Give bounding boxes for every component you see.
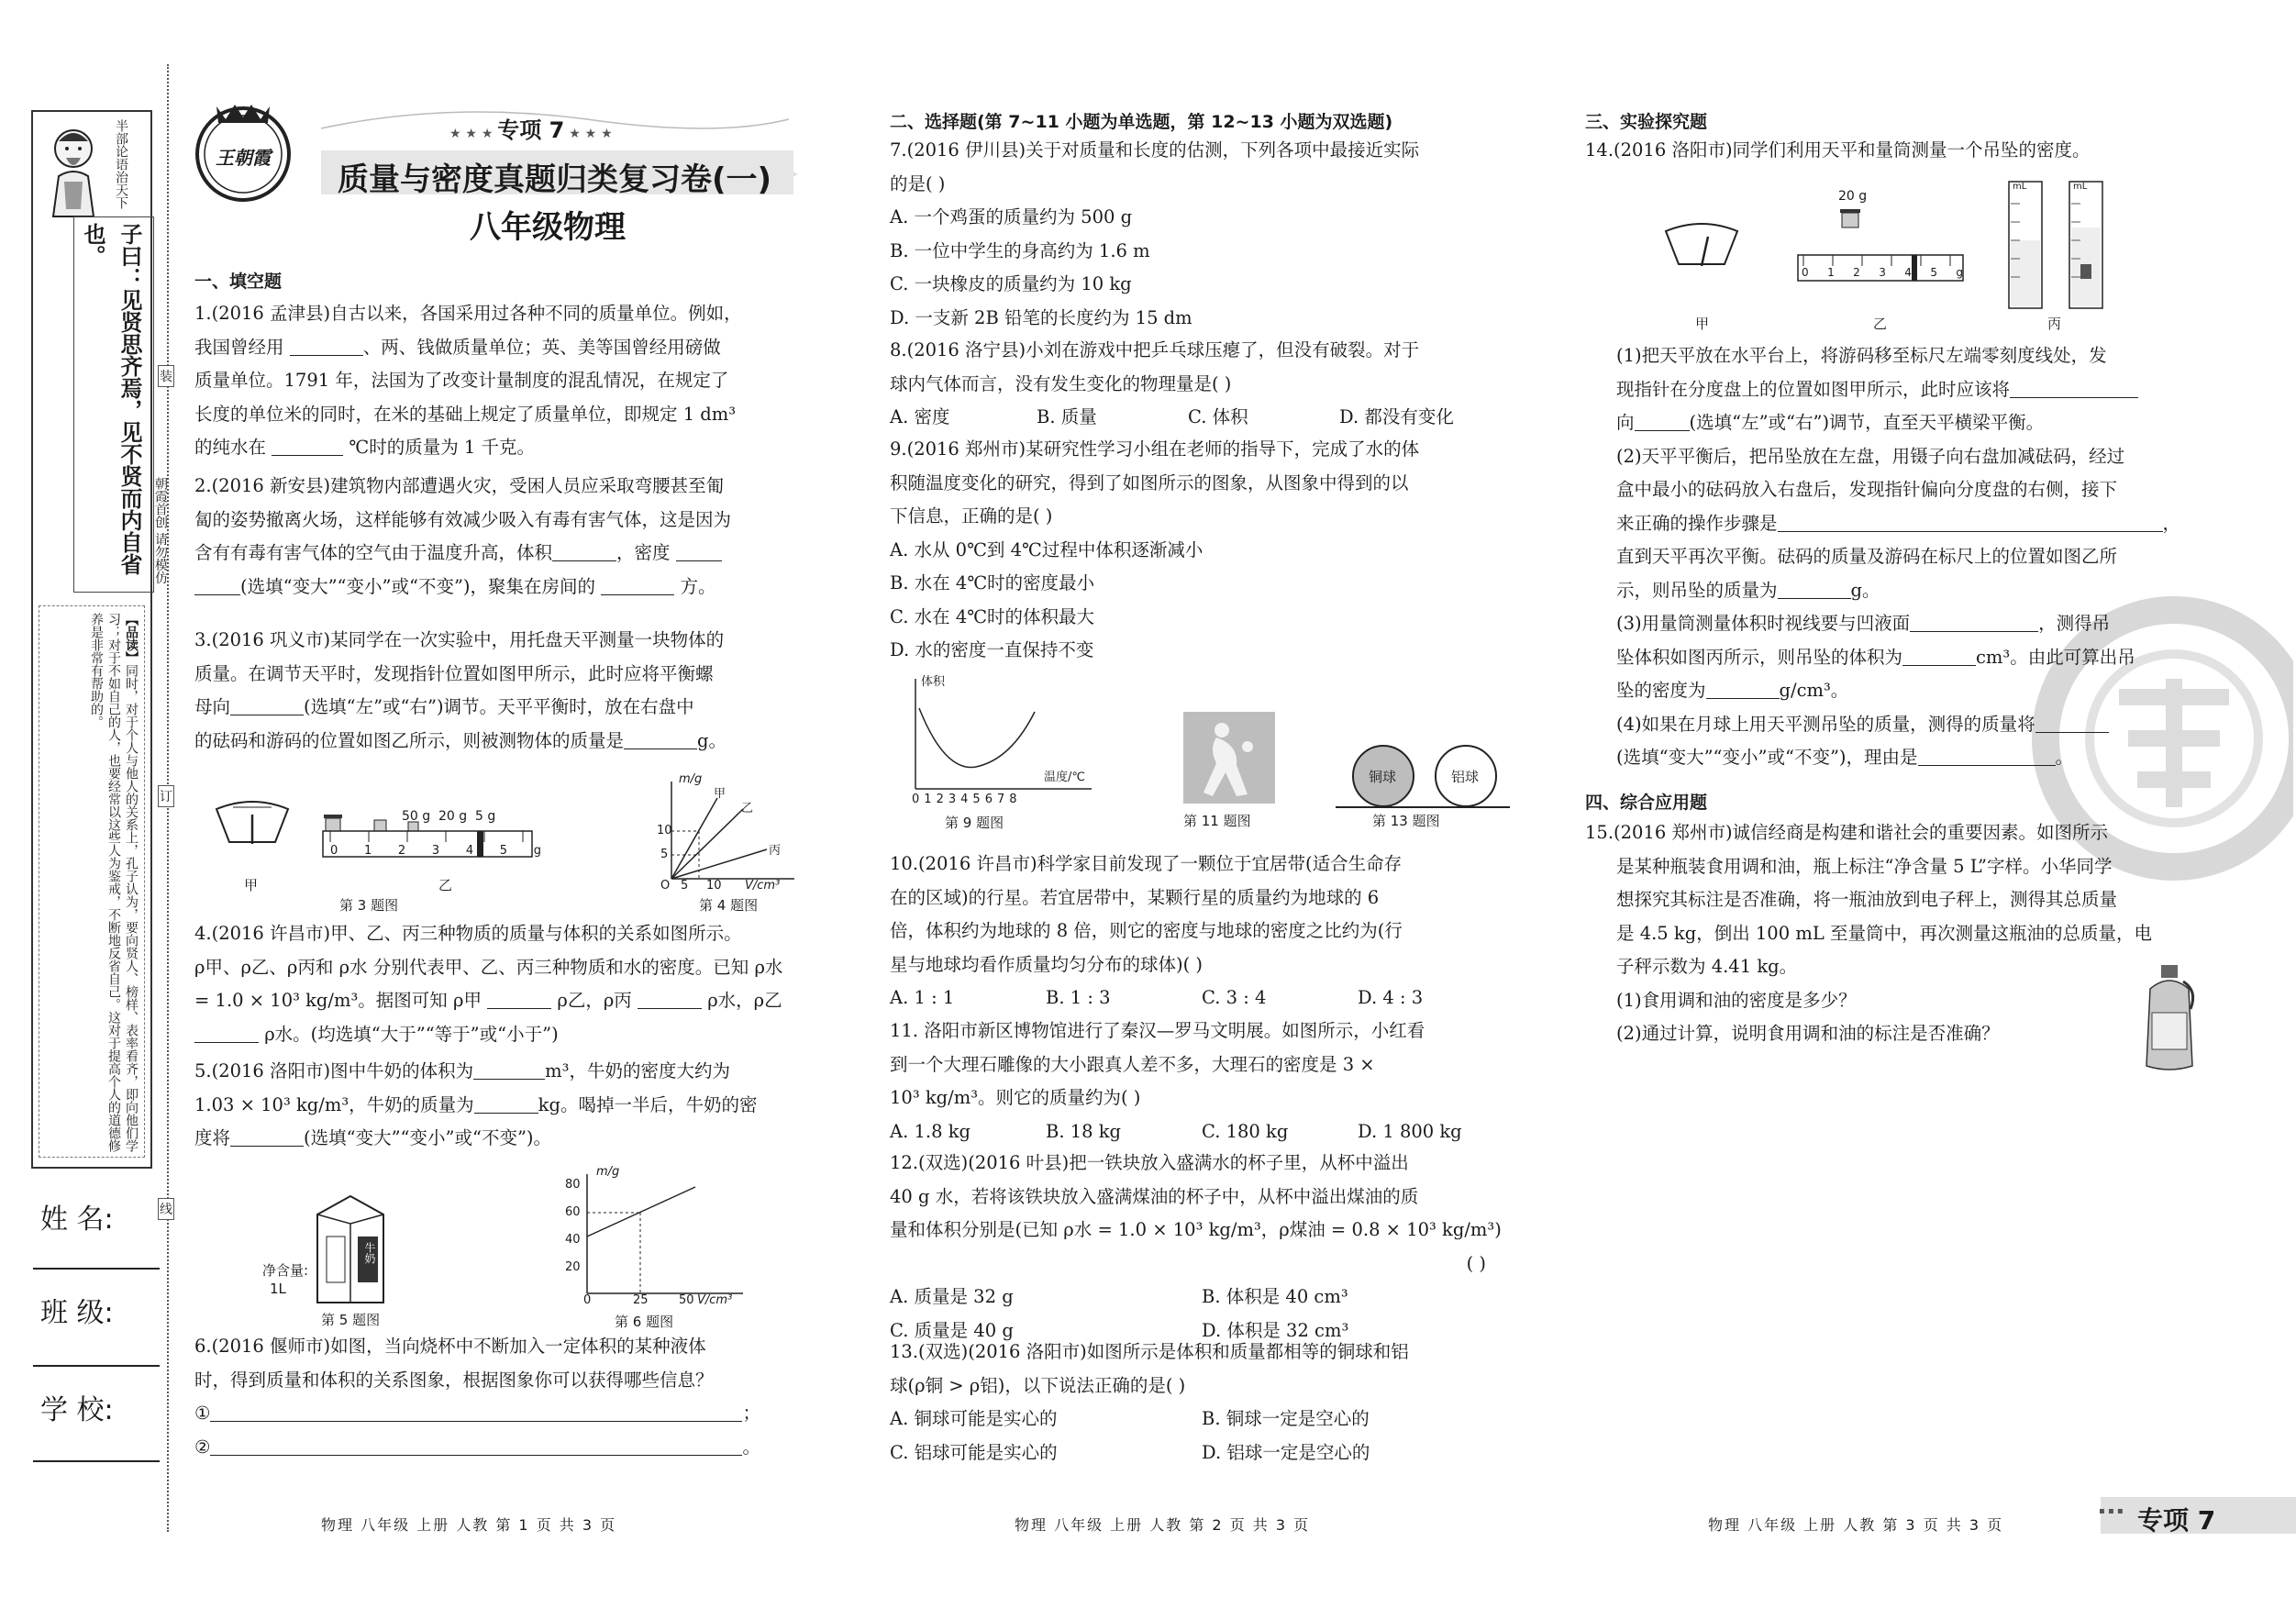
q13-line: 球(ρ铜 > ρ铝)，以下说法正确的是( )	[890, 1374, 1186, 1396]
q2-blank-3[interactable]	[194, 576, 240, 595]
q14-text: g/cm³。	[1779, 680, 1849, 701]
fig4-xtick: 10	[706, 879, 722, 893]
q14-blank-8[interactable]	[2035, 714, 2109, 733]
q1-text: 我国曾经用	[194, 336, 284, 358]
q1-text: 的纯水在	[194, 437, 267, 458]
sidebar-top-quote: 半部论语治天下	[114, 119, 128, 209]
q9-line: 下信息，正确的是( )	[890, 505, 1053, 527]
fig13-caption: 第 13 题图	[1372, 813, 1440, 829]
q9-option-d[interactable]: D. 水的密度一直保持不变	[890, 639, 1094, 660]
q11-option-d[interactable]: D. 1 800 kg	[1358, 1120, 1462, 1142]
fig4-ytick: 5	[660, 848, 669, 861]
fig9-xtick: 4	[960, 793, 969, 806]
figure-4	[657, 772, 813, 912]
q2-blank-2[interactable]	[676, 542, 722, 561]
q13-line: 13.(双选)(2016 洛阳市)如图所示是体积和质量都相等的铜球和铝	[890, 1341, 1409, 1362]
q10-line: 10.(2016 许昌市)科学家目前发现了一颗位于宜居带(适合生命存	[890, 853, 1403, 874]
milk-brand: 牛奶	[363, 1242, 376, 1264]
fig9-caption: 第 9 题图	[945, 815, 1004, 831]
q4-line: 4.(2016 许昌市)甲、乙、丙三种物质的质量与体积的关系如图所示。	[194, 923, 742, 944]
sidebar-reading	[44, 613, 139, 1154]
q1-line: 质量单位。1791 年，法国为了改变计量制度的混乱情况，在规定了	[194, 370, 729, 391]
q2-line: 匐的姿势撤离火场，这样能够有效减少吸入有毒有害气体，这是因为	[194, 508, 732, 530]
q14-blank-3[interactable]	[1778, 513, 2163, 532]
corner-label: 专项 7	[2137, 1505, 2216, 1536]
q10-line: 星与地球均看作质量均匀分布的球体)( )	[890, 953, 1203, 975]
stars-right: ★ ★ ★	[564, 127, 613, 141]
fig14-unit-1: mL	[2013, 182, 2027, 192]
ruler-tick: 0	[1802, 266, 1809, 279]
fig14-ruler-labels	[1802, 266, 1963, 279]
q13-option-a[interactable]: A. 铜球可能是实心的	[890, 1408, 1058, 1429]
q12-line: 12.(双选)(2016 叶县)把一铁块放入盛满水的杯子里，从杯中溢出	[890, 1152, 1409, 1173]
q14-line: 直到天平再次平衡。砝码的质量及游码在标尺上的位置如图乙所	[1616, 546, 2118, 567]
q4-blank-2[interactable]	[638, 990, 702, 1009]
q9-option-c[interactable]: C. 水在 4℃时的体积最大	[890, 605, 1095, 627]
q3-line: 3.(2016 巩义市)某同学在一次实验中，用托盘天平测量一块物体的	[194, 629, 725, 650]
question-14-intro	[1585, 134, 2209, 168]
q15-subquestion-2: (2)通过计算，说明食用调和油的标注是否准确？	[1616, 1023, 2000, 1044]
q14-text: (3)用量筒测量体积时视线要与凹液面	[1616, 613, 1911, 634]
q15-line: 子秤示数为 4.41 kg。	[1616, 956, 1798, 977]
fig4-line-bing: 丙	[769, 844, 782, 858]
q1-text: 、两、钱做质量单位；英、美等国曾经用磅做	[362, 336, 721, 358]
q1-blank-1[interactable]	[290, 337, 363, 356]
q11-line: 11. 洛阳市新区博物馆进行了秦汉—罗马文明展。如图所示，小红看	[890, 1020, 1425, 1041]
q14-blank-7[interactable]	[1706, 680, 1780, 699]
figure-3	[211, 791, 560, 914]
q6-line: 6.(2016 偃师市)如图，当向烧杯中不断加入一定体积的某种液体	[194, 1336, 706, 1357]
fig4-line-yi: 乙	[741, 802, 754, 815]
fig9-ylabel: 体积	[921, 675, 946, 689]
q10-option-c[interactable]: C. 3 : 4	[1202, 987, 1267, 1008]
fig4-ylabel: m/g	[679, 772, 703, 786]
logo-text: 王朝霞	[216, 147, 271, 169]
fig9-xtick: 1	[924, 793, 932, 806]
fig3-weight-20: 20 g	[438, 809, 468, 824]
statue-image	[1183, 712, 1275, 804]
fig9-xlabel: 温度/℃	[1044, 771, 1085, 784]
fig9-xtick: 8	[1009, 793, 1017, 806]
q14-blank-1[interactable]	[2010, 379, 2138, 398]
q11-line: 10³ kg/m³。则它的质量约为( )	[890, 1087, 1141, 1108]
q4-text: = 1.0 × 10³ kg/m³。据图可知 ρ甲	[194, 990, 482, 1011]
q3-text: 母向	[194, 696, 231, 717]
fig9-xtick: 6	[984, 793, 993, 806]
q14-text: (选填“左”或“右”)调节，直至天平横梁平衡。	[1689, 412, 2045, 433]
question-9	[890, 433, 1514, 668]
q11-line: 到一个大理石雕像的大小跟真人差不多，大理石的密度是 3 ×	[890, 1053, 1375, 1075]
fig5-label-1: 净含量:	[262, 1262, 309, 1279]
q12-option-c[interactable]: C. 质量是 40 g	[890, 1319, 1014, 1341]
milk-carton-icon	[262, 1192, 427, 1312]
q7-line: 7.(2016 伊川县)关于对质量和长度的估测，下列各项中最接近实际	[890, 139, 1420, 161]
fig6-xtick: 25	[633, 1293, 649, 1307]
fig14-unit-2: mL	[2073, 182, 2088, 192]
q15-subquestion-1: (1)食用调和油的密度是多少？	[1616, 989, 1857, 1011]
q6-blank-2[interactable]	[210, 1436, 742, 1456]
fig6-ylabel: m/g	[596, 1165, 620, 1179]
reading-text: 同时，对于个人与他人的关系上，孔子认为，要向贤人、榜样、表率看齐，即向他们学习；对于不如自己的人，也要经常以这些人为鉴戒，不断地反省自己。这对于提高个人的道德修养是非常有帮助的。	[89, 613, 139, 1152]
fig14-weight: 20 g	[1838, 189, 1868, 204]
ruler-tick: 4	[465, 844, 474, 858]
q14-text: 。	[2055, 747, 2074, 768]
q8-option-b[interactable]: B. 质量	[1037, 406, 1097, 427]
question-8	[890, 334, 1514, 435]
class-field[interactable]	[33, 1365, 160, 1367]
q2-text: ，密度	[616, 542, 671, 563]
q14-line: (2)天平平衡后，把吊坠放在左盘，用镊子向右盘加减砝码，经过	[1616, 445, 2125, 467]
q9-option-a[interactable]: A. 水从 0℃到 4℃过程中体积逐渐减小	[890, 538, 1203, 560]
fig6-xlabel: V/cm³	[697, 1293, 733, 1307]
q8-line: 球内气体而言，没有发生变化的物理量是( )	[890, 372, 1232, 394]
sidebar-saying: 子曰：见贤思齐焉，见不贤而内自省也。	[73, 216, 154, 593]
confucius-portrait	[39, 121, 106, 222]
fig4-xtick: O	[660, 879, 671, 893]
q10-line: 在的区域)的行星。若宜居带中，某颗行星的质量约为地球的 6	[890, 886, 1380, 908]
fig6-ytick: 40	[565, 1233, 581, 1247]
school-field[interactable]	[33, 1460, 160, 1462]
fig5-caption: 第 5 题图	[321, 1312, 381, 1328]
aluminum-ball-label: 铝球	[1451, 769, 1480, 785]
section-experiment: 三、实验探究题	[1585, 112, 1708, 132]
q10-option-d[interactable]: D. 4 : 3	[1358, 987, 1424, 1008]
question-3	[194, 624, 818, 758]
q3-text: 的砝码和游码的位置如图乙所示，则被测物体的质量是	[194, 729, 625, 751]
school-label: 学 校:	[40, 1394, 114, 1426]
fig6-xtick: 0	[583, 1293, 592, 1307]
cut-mark-2: 订	[158, 785, 174, 807]
question-12	[890, 1147, 1514, 1347]
page3-footer: 物理 八年级 上册 人教 第 3 页 共 3 页	[1708, 1516, 2004, 1534]
q3-line: 质量。在调节天平时，发现指针位置如图甲所示，此时应将平衡螺	[194, 662, 714, 684]
fig9-xtick: 3	[948, 793, 957, 806]
q5-blank-2[interactable]	[474, 1094, 538, 1114]
fig3-caption: 第 3 题图	[339, 897, 399, 914]
q6-text: ②	[194, 1436, 211, 1458]
q6-text: 。	[742, 1436, 760, 1458]
question-2	[194, 470, 818, 604]
copper-ball-label: 铜球	[1369, 769, 1397, 785]
ruler-tick: 5	[1930, 266, 1937, 279]
q1-text: ℃时的质量为 1 千克。	[349, 437, 536, 458]
q15-line: 是 4.5 kg，倒出 100 mL 至量筒中，再次测量这瓶油的总质量，电	[1616, 922, 2152, 944]
figure-13	[1336, 734, 1510, 827]
q5-blank-1[interactable]	[473, 1060, 545, 1080]
question-10	[890, 848, 1514, 1015]
fig9-xtick: 7	[996, 793, 1005, 806]
ruler-tick: g	[1956, 266, 1963, 279]
fig3-jia: 甲	[244, 877, 259, 893]
q9-line: 9.(2016 郑州市)某研究性学习小组在老师的指导下，完成了水的体	[890, 438, 1420, 460]
q14-blank-4[interactable]	[1778, 580, 1851, 599]
fig4-xtick: 5	[681, 879, 689, 893]
fig3-weight-50: 50 g	[402, 809, 431, 824]
q6-text: ①	[194, 1403, 211, 1424]
sidebar-box	[31, 110, 152, 1169]
ruler-tick: 1	[1827, 266, 1835, 279]
q2-blank-4[interactable]	[601, 576, 674, 595]
ruler-tick: 0	[330, 844, 338, 858]
q8-option-a[interactable]: A. 密度	[890, 406, 950, 427]
topic-badge	[449, 112, 613, 144]
question-7	[890, 134, 1514, 335]
question-5	[194, 1055, 818, 1156]
reading-label: 【品读】	[124, 613, 139, 664]
question-11	[890, 1015, 1514, 1148]
figure-11	[1183, 712, 1275, 827]
q4-blank-1[interactable]	[487, 990, 551, 1009]
mass-volume-line-graph	[560, 1165, 761, 1303]
figure-9	[908, 671, 1101, 831]
q10-option-a[interactable]: A. 1 : 1	[890, 987, 955, 1008]
page-subtitle: 八年级物理	[470, 209, 626, 246]
figure-5	[262, 1192, 427, 1330]
q13-option-b[interactable]: B. 铜球一定是空心的	[1202, 1408, 1370, 1429]
balance-ruler-cylinder-figure	[1660, 176, 2174, 314]
q5-blank-3[interactable]	[230, 1127, 304, 1147]
q1-line: 长度的单位米的同时，在米的基础上规定了质量单位，即规定 1 dm³	[194, 403, 737, 425]
question-13	[890, 1336, 1514, 1469]
cut-mark-1: 装	[158, 365, 174, 387]
page2-footer: 物理 八年级 上册 人教 第 2 页 共 3 页	[1015, 1516, 1311, 1534]
q2-text: (选填“变大”“变小”或“不变”)，聚集在房间的	[240, 575, 596, 597]
q4-blank-3[interactable]	[194, 1024, 259, 1043]
fig14-jia: 甲	[1695, 316, 1710, 332]
fig4-line-jia: 甲	[714, 787, 727, 801]
q14-line: (1)把天平放在水平台上，将游码移至标尺左端零刻度线处，发	[1616, 345, 2107, 366]
q8-option-d[interactable]: D. 都没有变化	[1339, 406, 1454, 427]
fig3-yi: 乙	[438, 877, 453, 893]
question-4	[194, 917, 818, 1051]
q5-text: 1.03 × 10³ kg/m³，牛奶的质量为	[194, 1093, 474, 1115]
section-comprehensive: 四、综合应用题	[1585, 793, 1708, 813]
q7-option-a[interactable]: A. 一个鸡蛋的质量约为 500 g	[890, 206, 1133, 227]
q14-line: 盒中最小的砝码放入右盘后，发现指针偏向分度盘的右侧，接下	[1616, 479, 2118, 500]
q11-option-a[interactable]: A. 1.8 kg	[890, 1120, 971, 1142]
metal-balls-figure	[1336, 734, 1510, 809]
q7-option-d[interactable]: D. 一支新 2B 铅笔的长度约为 15 dm	[890, 306, 1192, 328]
q6-text: ；	[742, 1403, 760, 1424]
q14-text: g。	[1850, 579, 1880, 601]
fig4-xlabel: V/cm³	[745, 879, 781, 893]
q7-line: 的是( )	[890, 172, 946, 194]
q14-text: 示，则吊坠的质量为	[1616, 579, 1778, 601]
fig3-ruler-labels	[330, 844, 541, 858]
q8-line: 8.(2016 洛宁县)小刘在游戏中把乒乓球压瘪了，但没有破裂。对于	[890, 339, 1420, 360]
q5-text: (选填“变大”“变小”或“不变”)。	[304, 1127, 552, 1148]
fig6-ytick: 80	[565, 1178, 581, 1192]
fig6-ytick: 60	[565, 1205, 581, 1219]
ruler-tick: 1	[363, 844, 372, 858]
margin-text: 朝霞首创 请勿模仿	[153, 477, 168, 584]
class-label: 班 级:	[40, 1297, 114, 1329]
q5-text: kg。喝掉一半后，牛奶的密	[538, 1093, 758, 1115]
page-title: 质量与密度真题归类复习卷(一)	[338, 161, 772, 198]
fig6-caption: 第 6 题图	[615, 1314, 674, 1330]
q15-line: 是某种瓶装食用调和油，瓶上标注“净含量 5 L”字样。小华同学	[1616, 855, 2113, 877]
ruler-tick: 2	[397, 844, 406, 858]
figure-14	[1660, 176, 2174, 332]
ruler-tick: 2	[1853, 266, 1860, 279]
q14-blank-2[interactable]	[1635, 412, 1690, 431]
q13-option-c[interactable]: C. 铝球可能是实心的	[890, 1441, 1058, 1463]
q12-line: 量和体积分别是(已知 ρ水 = 1.0 × 10³ kg/m³，ρ煤油 = 0.8 × 10³ kg/m³)	[890, 1219, 1502, 1240]
question-6	[194, 1330, 818, 1464]
q1-blank-2[interactable]	[272, 437, 343, 456]
name-label: 姓 名:	[40, 1203, 114, 1236]
q14-blank-5[interactable]	[1910, 613, 2038, 632]
q14-text: 坠体积如图丙所示，则吊坠的体积为	[1616, 646, 1903, 668]
q3-blank-2[interactable]	[624, 730, 697, 749]
section-choice: 二、选择题(第 7~11 小题为单选题，第 12~13 小题为双选题)	[890, 112, 1393, 132]
question-14	[1585, 339, 2209, 775]
ruler-tick: 3	[431, 844, 440, 858]
q4-text: ρ水。(均选填“大于”“等于”或“小于”)	[264, 1023, 559, 1045]
cut-mark-3: 线	[158, 1198, 174, 1220]
logo	[189, 97, 297, 205]
question-1	[194, 297, 818, 465]
q14-line: 14.(2016 洛阳市)同学们利用天平和量筒测量一个吊坠的密度。	[1585, 139, 2091, 161]
fig9-xtick: 2	[936, 793, 944, 806]
page1-footer: 物理 八年级 上册 人教 第 1 页 共 3 页	[321, 1516, 617, 1534]
oil-bottle-image	[2137, 963, 2202, 1073]
q2-text: 方。	[680, 575, 716, 597]
q14-blank-9[interactable]	[1918, 747, 2056, 766]
q3-text: g。	[697, 729, 727, 751]
q12-option-b[interactable]: B. 体积是 40 cm³	[1202, 1286, 1348, 1307]
q14-text: 坠的密度为	[1616, 680, 1706, 701]
q14-text: (选填“变大”“变小”或“不变”)，理由是	[1616, 747, 1918, 768]
q14-text: ，	[2162, 512, 2181, 534]
q14-blank-6[interactable]	[1902, 647, 1976, 666]
q5-text: 5.(2016 洛阳市)图中牛奶的体积为	[194, 1060, 474, 1081]
q6-blank-1[interactable]	[210, 1403, 742, 1422]
q11-option-c[interactable]: C. 180 kg	[1202, 1120, 1289, 1142]
q12-option-d[interactable]: D. 体积是 32 cm³	[1202, 1319, 1349, 1341]
fig9-xticks	[912, 793, 1017, 806]
q15-line: 想探究其标注是否准确，将一瓶油放到电子秤上，测得其总质量	[1616, 889, 2118, 910]
q14-text: (4)如果在月球上用天平测吊坠的质量，测得的质量将	[1616, 713, 2035, 735]
fig14-yi: 乙	[1873, 316, 1888, 332]
fig4-caption: 第 4 题图	[699, 897, 759, 914]
fig4-ytick: 10	[657, 824, 672, 837]
fig6-ytick: 20	[565, 1260, 581, 1274]
q10-line: 倍，体积约为地球的 8 倍，则它的密度与地球的密度之比约为(行	[890, 920, 1403, 941]
q7-option-c[interactable]: C. 一块橡皮的质量约为 10 kg	[890, 273, 1132, 294]
fig5-label-2: 1L	[270, 1281, 286, 1297]
q7-option-b[interactable]: B. 一位中学生的身高约为 1.6 m	[890, 239, 1150, 261]
volume-temperature-graph	[908, 671, 1101, 809]
q14-text: cm³。由此可算出吊	[1976, 646, 2135, 668]
q13-option-d[interactable]: D. 铝球一定是空心的	[1202, 1441, 1370, 1463]
fig6-xtick: 50	[679, 1293, 694, 1307]
q9-option-b[interactable]: B. 水在 4℃时的密度最小	[890, 572, 1095, 593]
stars-left: ★ ★ ★	[449, 127, 498, 141]
fig14-bing: 丙	[2047, 316, 2062, 332]
q3-text: (选填“左”或“右”)调节。天平平衡时，放在右盘中	[304, 696, 694, 717]
q4-text: ρ乙，ρ丙	[557, 990, 632, 1011]
section-fill-blank: 一、填空题	[194, 272, 283, 292]
fig3-weight-5: 5 g	[475, 809, 496, 824]
q14-text: 向	[1616, 412, 1635, 433]
ruler-tick: 3	[1879, 266, 1886, 279]
ruler-tick: 5	[499, 844, 508, 858]
fig9-xtick: 0	[912, 793, 920, 806]
q12-option-a[interactable]: A. 质量是 32 g	[890, 1286, 1014, 1307]
q15-line: 15.(2016 郑州市)诚信经商是构建和谐社会的重要因素。如图所示	[1585, 822, 2109, 843]
topic-label: 专项 7	[497, 117, 565, 143]
q14-text: 现指针在分度盘上的位置如图甲所示，此时应该将	[1616, 378, 2011, 400]
ruler-tick: g	[533, 844, 541, 858]
q6-line: 时，得到质量和体积的关系图象，根据图象你可以获得哪些信息？	[194, 1369, 714, 1391]
q2-line: 2.(2016 新安县)建筑物内部遭遇火灾，受困人员应采取弯腰甚至匍	[194, 475, 725, 496]
q3-blank-1[interactable]	[230, 696, 304, 715]
q12-line: 40 g 水，若将该铁块放入盛满煤油的杯子中，从杯中溢出煤油的质	[890, 1185, 1419, 1207]
q14-text: 来正确的操作步骤是	[1616, 512, 1778, 534]
figure-6	[560, 1165, 761, 1328]
fig9-xtick: 5	[972, 793, 981, 806]
q14-text: ，测得吊	[2038, 613, 2111, 634]
q2-blank-1[interactable]	[552, 542, 616, 561]
q5-text: m³，牛奶的密度大约为	[545, 1060, 730, 1081]
q1-line: 1.(2016 孟津县)自古以来，各国采用过各种不同的质量单位。例如，	[194, 303, 742, 324]
q5-text: 度将	[194, 1127, 231, 1148]
corner-dots: ▪ ▪ ▪	[2099, 1506, 2124, 1516]
name-field[interactable]	[33, 1268, 160, 1270]
ruler-tick: 4	[1904, 266, 1912, 279]
q9-line: 积随温度变化的研究，得到了如图所示的图象，从图象中得到的以	[890, 471, 1409, 494]
q4-text: ρ水，ρ乙	[707, 990, 782, 1011]
q4-line: ρ甲、ρ乙、ρ丙和 ρ水 分别代表甲、乙、丙三种物质和水的密度。已知 ρ水	[194, 956, 783, 978]
q12-answer-bracket: ( )	[1466, 1252, 1486, 1274]
question-15	[1585, 816, 2209, 1051]
q10-option-b[interactable]: B. 1 : 3	[1046, 987, 1111, 1008]
q11-option-b[interactable]: B. 18 kg	[1046, 1120, 1122, 1142]
q2-text: 含有有毒有害气体的空气由于温度升高，体积	[194, 542, 553, 563]
q8-option-c[interactable]: C. 体积	[1188, 406, 1248, 427]
fig11-caption: 第 11 题图	[1183, 813, 1251, 829]
